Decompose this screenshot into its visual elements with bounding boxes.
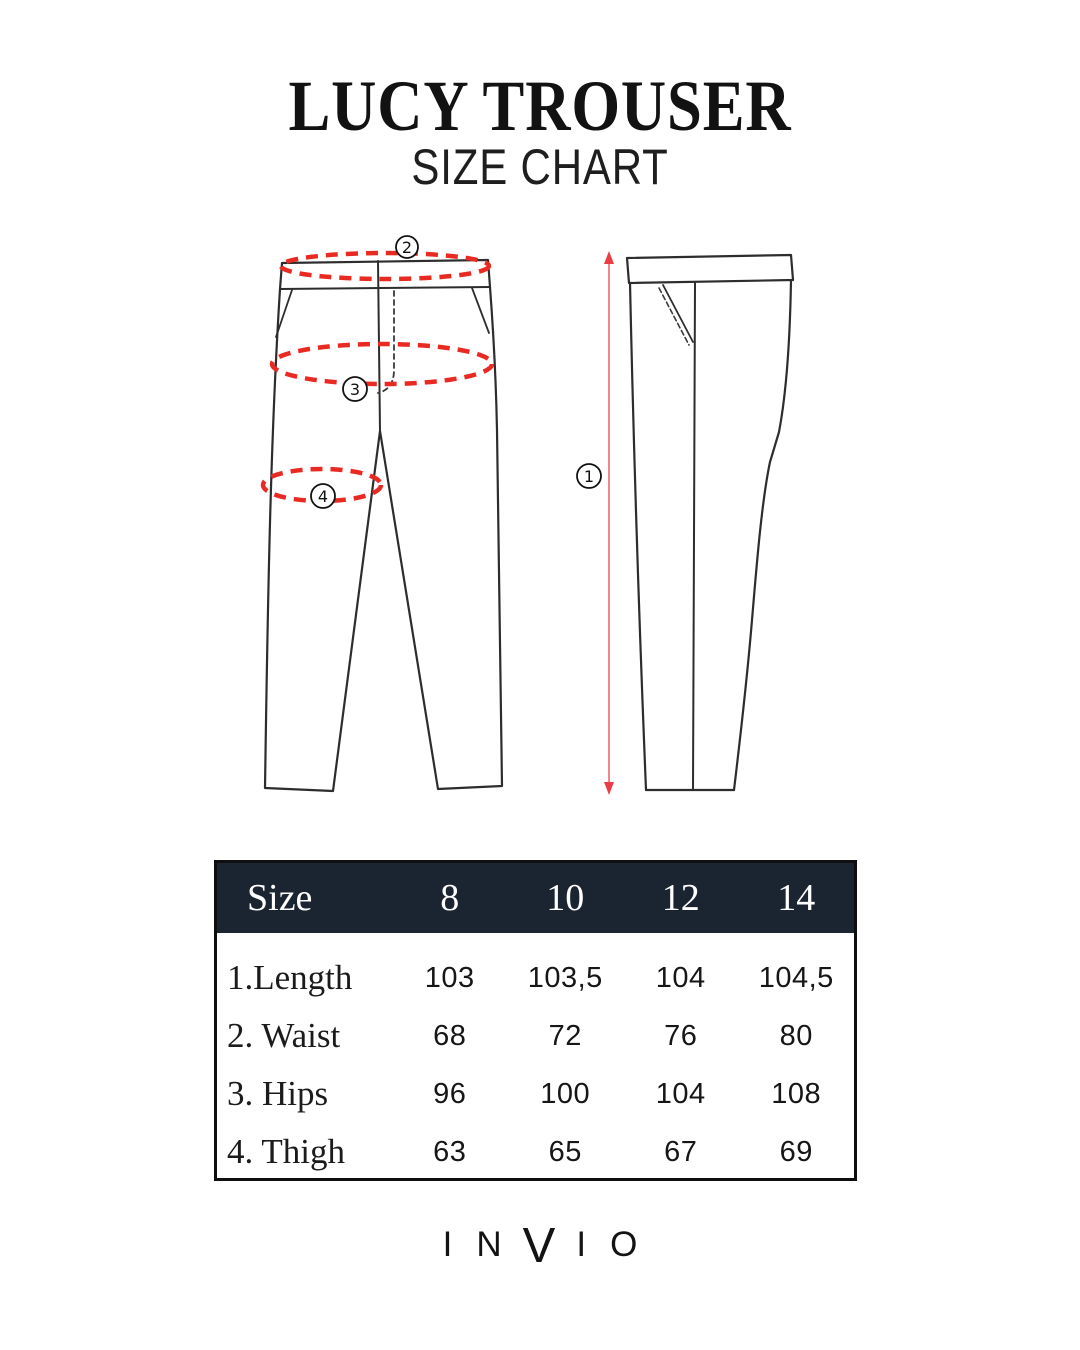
length-measure-arrow xyxy=(604,251,614,795)
front-view-diagram xyxy=(265,260,502,791)
front-waistband-line xyxy=(280,287,490,289)
annotation-hips-number: 3 xyxy=(349,380,361,399)
length-size-8: 103 xyxy=(424,961,475,994)
length-size-12: 104 xyxy=(655,961,706,994)
size-col-14: 14 xyxy=(777,877,816,919)
side-back-edge xyxy=(734,280,791,790)
thigh-size-10: 65 xyxy=(548,1135,582,1168)
hips-size-10: 100 xyxy=(540,1077,591,1110)
page-title: LUCY TROUSER xyxy=(288,66,792,146)
size-col-10: 10 xyxy=(546,877,585,919)
size-col-8: 8 xyxy=(440,877,460,919)
size-table xyxy=(214,860,857,1181)
length-arrow-head-top xyxy=(604,251,614,264)
hips-size-8: 96 xyxy=(433,1077,467,1110)
waist-size-8: 68 xyxy=(433,1019,467,1052)
size-col-12: 12 xyxy=(661,877,700,919)
annotation-hips xyxy=(343,377,367,401)
size-table-header xyxy=(217,863,854,933)
side-view-diagram xyxy=(627,255,793,790)
side-front-edge xyxy=(630,283,646,790)
brand-letter: I xyxy=(442,1225,453,1264)
annotation-length xyxy=(577,464,601,488)
annotation-thigh xyxy=(311,484,335,508)
annotation-waist-number: 2 xyxy=(401,238,413,257)
side-crease-line xyxy=(693,283,695,790)
brand-logo xyxy=(0,1212,1080,1273)
hips-size-12: 104 xyxy=(655,1077,706,1110)
annotation-badges xyxy=(311,236,601,508)
length-arrow-head-bottom xyxy=(604,782,614,795)
front-outline xyxy=(265,260,502,791)
annotation-waist xyxy=(396,236,418,258)
trouser-measurement-diagram xyxy=(210,228,860,812)
waist-size-10: 72 xyxy=(548,1019,582,1052)
thigh-size-8: 63 xyxy=(433,1135,467,1168)
table-row-hips xyxy=(217,1065,854,1123)
row-label-waist: 2. Waist xyxy=(227,1016,341,1055)
waist-size-12: 76 xyxy=(664,1019,698,1052)
row-label-hips: 3. Hips xyxy=(227,1074,329,1113)
brand-letter: O xyxy=(610,1225,638,1264)
row-label-length: 1.Length xyxy=(227,958,353,997)
table-row-length xyxy=(217,949,854,1007)
length-size-14: 104,5 xyxy=(758,961,834,994)
page-subtitle: SIZE CHART xyxy=(411,139,669,195)
size-table-body xyxy=(217,933,854,1181)
annotation-length-number: 1 xyxy=(583,467,595,486)
annotation-thigh-number: 4 xyxy=(317,487,329,506)
row-label-thigh: 4. Thigh xyxy=(227,1132,345,1171)
waist-size-14: 80 xyxy=(779,1019,813,1052)
side-waistband xyxy=(627,255,793,283)
table-row-waist xyxy=(217,1007,854,1065)
waist-measure-ellipse xyxy=(281,253,489,279)
length-size-10: 103,5 xyxy=(527,961,603,994)
brand-letter: I xyxy=(576,1225,587,1264)
size-column-title: Size xyxy=(247,877,313,919)
brand-letter: N xyxy=(476,1225,502,1264)
table-row-thigh xyxy=(217,1123,854,1181)
thigh-size-14: 69 xyxy=(779,1135,813,1168)
hips-measure-ellipse xyxy=(272,344,492,384)
front-right-pocket-line xyxy=(472,288,489,333)
brand-letter-v: V xyxy=(522,1219,556,1273)
hips-size-14: 108 xyxy=(771,1077,822,1110)
thigh-size-12: 67 xyxy=(664,1135,698,1168)
side-pocket-stitch xyxy=(659,288,689,345)
side-pocket-line xyxy=(663,285,693,342)
